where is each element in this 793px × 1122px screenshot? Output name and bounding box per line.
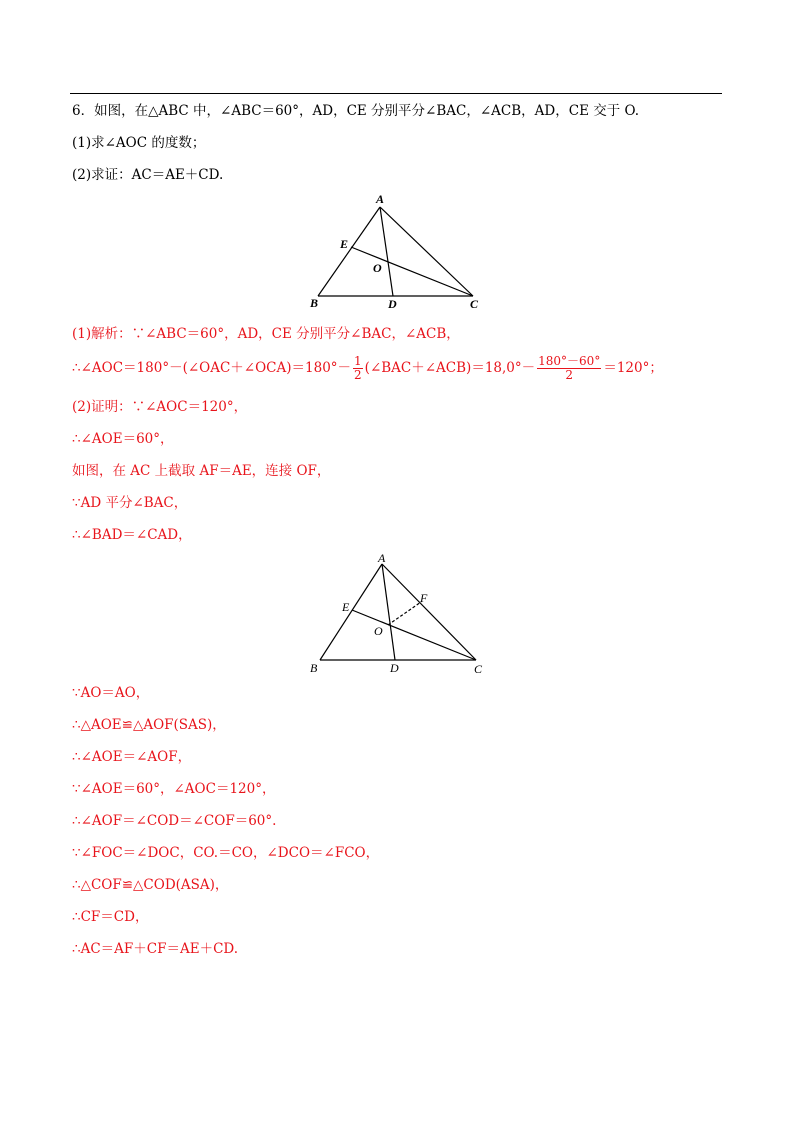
solution-line-5: 如图，在 AC 上截取 AF＝AE，连接 OF， (72, 463, 331, 479)
solution-line-11: ∵∠AOE＝60°，∠AOC＝120°， (72, 781, 276, 797)
solution-line-6: ∵AD 平分∠BAC， (72, 495, 188, 511)
fraction-one-half-num: 1 (354, 354, 362, 368)
solution-line-3: (2)证明：∵∠AOC＝120°， (72, 399, 248, 415)
problem-statement: 6．如图，在△ABC 中，∠ABC＝60°，AD，CE 分别平分∠BAC，∠ACB，AD，CE 交于 O. (72, 103, 640, 119)
fig2-label-O: O (374, 624, 383, 638)
label-B: B (310, 296, 319, 310)
fraction-one-half-den: 2 (354, 368, 362, 382)
label-O: O (373, 261, 382, 275)
fraction-one-half (353, 355, 363, 382)
fig2-label-A: A (378, 551, 386, 565)
fig2-label-F: F (420, 591, 428, 605)
solution-line-2 (72, 355, 663, 382)
solution-line-2-part-a: ∴∠AOC＝180°－(∠OAC＋∠OCA)＝180°－ (72, 360, 352, 376)
solution-line-14: ∴△COF≌△COD(ASA)， (72, 877, 229, 893)
solution-line-2-part-b: (∠BAC＋∠ACB)＝18,0°－ (364, 360, 536, 376)
fig2-label-C: C (474, 662, 483, 676)
fig2-label-B: B (310, 661, 318, 675)
problem-part1: (1)求∠AOC 的度数； (72, 135, 206, 151)
triangle-figure-2 (300, 550, 495, 678)
solution-line-1: (1)解析：∵∠ABC＝60°，AD，CE 分别平分∠BAC，∠ACB， (72, 326, 460, 342)
fraction-angle (537, 355, 601, 382)
solution-line-15: ∴CF＝CD， (72, 909, 149, 925)
fraction-angle-den: 2 (565, 368, 574, 382)
solution-line-12: ∴∠AOF＝∠COD＝∠COF＝60°. (72, 813, 277, 829)
triangle-figure-1 (300, 190, 490, 315)
solution-line-8: ∵AO＝AO， (72, 685, 150, 701)
fig2-label-D: D (390, 661, 399, 675)
solution-line-4: ∴∠AOE＝60°， (72, 431, 174, 447)
solution-line-9: ∴△AOE≌△AOF(SAS)， (72, 717, 226, 733)
solution-line-2-part-c: ＝120°； (603, 360, 663, 376)
solution-line-16: ∴AC＝AF＋CF＝AE＋CD. (72, 941, 239, 957)
solution-line-7: ∴∠BAD＝∠CAD， (72, 527, 192, 543)
fig2-label-E: E (342, 600, 350, 614)
header-rule (70, 93, 722, 94)
problem-part2: (2)求证：AC＝AE＋CD. (72, 167, 224, 183)
label-A: A (376, 192, 385, 206)
solution-line-13: ∵∠FOC＝∠DOC，CO.＝CO，∠DCO＝∠FCO， (72, 845, 380, 861)
label-E: E (340, 237, 349, 251)
label-C: C (470, 297, 479, 311)
solution-line-10: ∴∠AOE＝∠AOF， (72, 749, 192, 765)
label-D: D (388, 297, 397, 311)
fraction-angle-num: 180°－60° (538, 354, 601, 368)
